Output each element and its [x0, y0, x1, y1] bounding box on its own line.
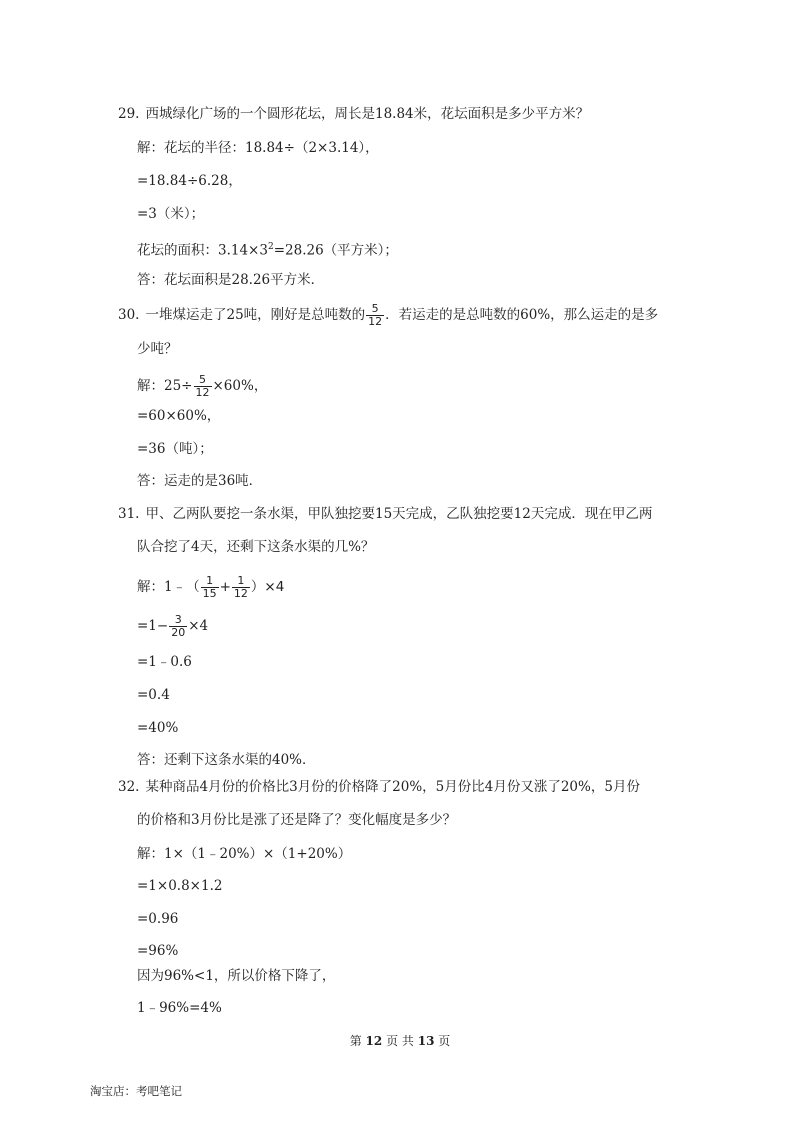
question-number: 31.: [118, 506, 140, 522]
fraction: [366, 303, 384, 328]
question-32: [118, 778, 640, 796]
question-number: 32.: [118, 779, 140, 795]
question-text: 甲、乙两队要挖一条水渠，甲队独挖要15天完成，乙队独挖要12天完成．现在甲乙两: [145, 506, 653, 522]
solution-line: [137, 614, 208, 639]
question-29: [118, 105, 589, 123]
solution-text: =1−: [137, 618, 169, 634]
solution-line: =40%: [137, 720, 179, 736]
question-30: [118, 303, 658, 328]
numerator: 3: [174, 613, 182, 626]
footer-text: 页 共: [386, 1034, 414, 1048]
fraction: [194, 374, 212, 399]
solution-line: =60×60%，: [137, 408, 221, 424]
denominator: 12: [368, 315, 383, 328]
area-formula: 花坛的面积：3.14×3: [137, 242, 268, 259]
solution-text: ×60%，: [212, 378, 268, 394]
solution-line: [137, 575, 284, 600]
solution-line: 解：1×（1﹣20%）×（1+20%）: [137, 846, 352, 862]
numerator: 1: [206, 574, 214, 587]
fraction: [169, 614, 187, 639]
solution-line: =96%: [137, 943, 179, 959]
solution-line: 因为96%<1，所以价格下降了，: [137, 968, 336, 984]
question-number: 30.: [118, 307, 140, 323]
solution-text: 解：25÷: [137, 378, 193, 394]
question-text-cont: 的价格和3月份比是涨了还是降了？变化幅度是多少？: [137, 812, 457, 828]
solution-line: =1×0.8×1.2: [137, 878, 223, 894]
solution-line: =0.4: [137, 687, 170, 703]
solution-text: ×4: [188, 618, 209, 634]
question-text-cont: 队合挖了4天，还剩下这条水渠的几%？: [137, 539, 375, 555]
solution-line: [137, 238, 398, 260]
total-page-number: 13: [417, 1034, 435, 1048]
current-page-number: 12: [365, 1034, 383, 1048]
question-text: 西城绿化广场的一个圆形花坛，周长是18.84米，花坛面积是多少平方米？: [145, 106, 590, 122]
footer-text: 页: [438, 1034, 451, 1048]
numerator: 5: [371, 302, 379, 315]
solution-line: 解：花坛的半径：18.84÷（2×3.14），: [137, 140, 379, 156]
question-text: ．若运走的是总吨数的60%，那么运走的是多: [385, 307, 659, 323]
question-number: 29.: [118, 106, 140, 122]
solution-line: =1﹣0.6: [137, 654, 192, 670]
question-text-cont: 少吨？: [137, 341, 178, 357]
numerator: 5: [199, 373, 206, 386]
solution-line: =18.84÷6.28，: [137, 173, 242, 189]
solution-line: =3（米）；: [137, 206, 205, 222]
answer-line: 答：运走的是36吨．: [137, 473, 263, 489]
solution-line: =0.96: [137, 911, 179, 927]
denominator: 12: [195, 386, 210, 399]
question-text: 一堆煤运走了25吨，刚好是总吨数的: [145, 307, 366, 323]
solution-text: 解：1﹣（: [137, 579, 200, 595]
footer-text: 第: [349, 1034, 362, 1048]
fraction: [201, 575, 219, 600]
question-31: [118, 505, 652, 523]
page-footer: [0, 1032, 800, 1049]
numerator: 1: [237, 574, 245, 587]
shop-label: 淘宝店：考吧笔记: [90, 1084, 182, 1098]
solution-text: ）×4: [250, 579, 285, 595]
fraction: [232, 575, 250, 600]
question-text: 某种商品4月份的价格比3月份的价格降了20%，5月份比4月份又涨了20%，5月份: [145, 779, 640, 795]
area-result: =28.26（平方米）；: [273, 242, 398, 259]
denominator: 12: [233, 587, 248, 600]
solution-line: =36（吨）；: [137, 441, 213, 457]
solution-line: [137, 374, 267, 399]
answer-line: 答：还剩下这条水渠的40%．: [137, 752, 316, 768]
plus-sign: +: [219, 579, 231, 595]
answer-line: 答：花坛面积是28.26平方米．: [137, 272, 325, 288]
solution-line: 1﹣96%=4%: [137, 1000, 222, 1016]
exponent: 2: [267, 242, 274, 252]
denominator: 15: [202, 587, 217, 600]
denominator: 20: [171, 626, 186, 639]
